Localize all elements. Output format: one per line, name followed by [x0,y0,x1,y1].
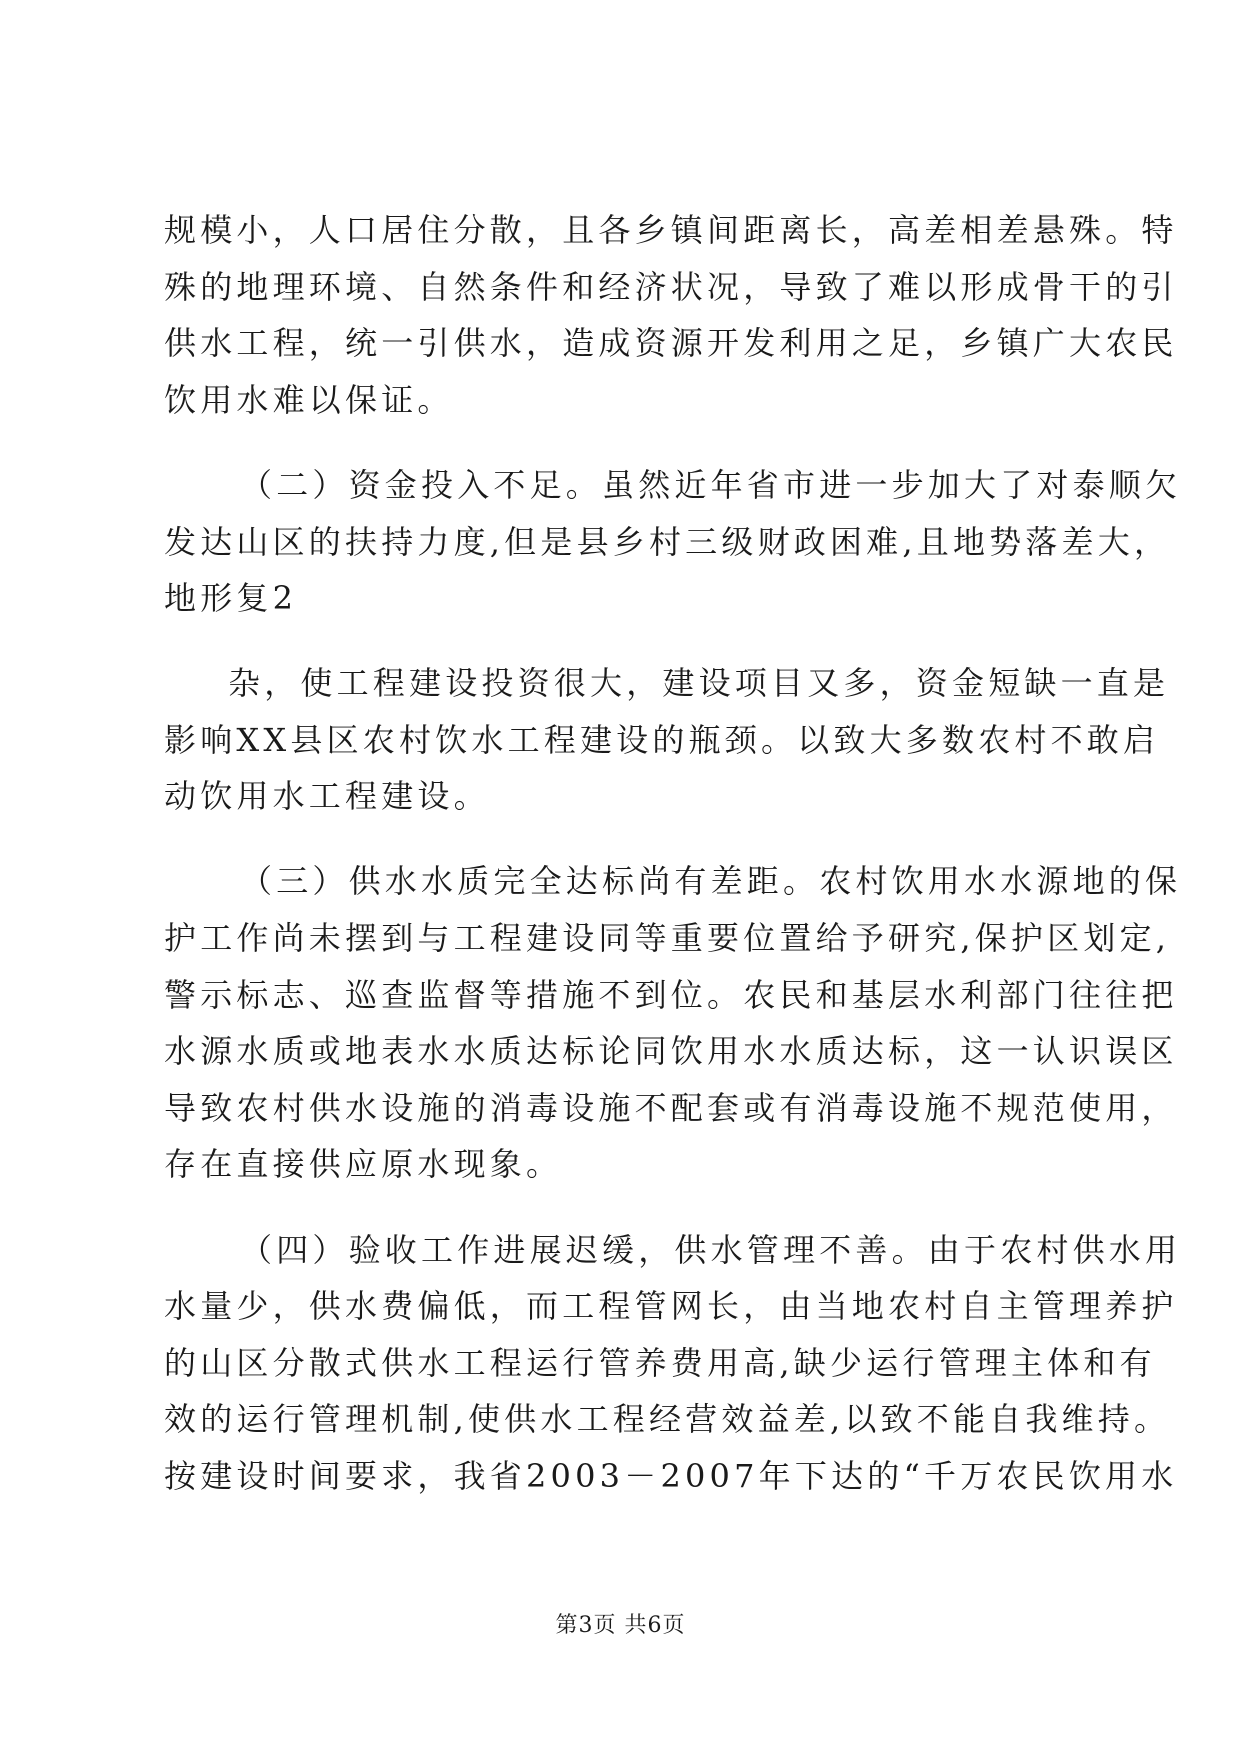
text-line: 饮用水难以保证。 [164,381,454,419]
paragraph-heading-3: （三）供水水质完全达标尚有差距。农村饮用水水源地的保 [240,862,1182,900]
text-line: 杂，使工程建设投资很大，建设项目又多，资金短缺一直是 [228,664,1170,702]
text-line: 水量少，供水费偏低，而工程管网长，由当地农村自主管理养护 [164,1287,1178,1325]
text-line: 导致农村供水设施的消毒设施不配套或有消毒设施不规范使用， [164,1089,1178,1127]
text-line: 存在直接供应原水现象。 [164,1145,563,1183]
text-line: 效的运行管理机制,使供水工程经营效益差,以致不能自我维持。 [164,1400,1171,1438]
text-line: 的山区分散式供水工程运行管养费用高,缺少运行管理主体和有 [164,1344,1156,1382]
text-line: 地形复2 [164,579,298,617]
text-line: 发达山区的扶持力度,但是县乡村三级财政困难,且地势落差大， [164,523,1171,561]
text-line: 警示标志、巡查监督等措施不到位。农民和基层水利部门往往把 [164,976,1178,1014]
text-line: 殊的地理环境、自然条件和经济状况，导致了难以形成骨干的引 [164,268,1178,306]
text-line: 动饮用水工程建设。 [164,777,490,815]
text-line: 供水工程，统一引供水，造成资源开发利用之足，乡镇广大农民 [164,324,1178,362]
text-line: 护工作尚未摆到与工程建设同等重要位置给予研究,保护区划定, [164,919,1171,957]
text-line: 规模小，人口居住分散，且各乡镇间距离长，高差相差悬殊。特 [164,211,1178,249]
text-line: 按建设时间要求，我省2003－2007年下达的“千万农民饮用水 [164,1457,1178,1495]
text-line: 水源水质或地表水水质达标论同饮用水水质达标，这一认识误区 [164,1032,1178,1070]
paragraph-heading-4: （四）验收工作进展迟缓，供水管理不善。由于农村供水用 [240,1231,1182,1269]
page-number-footer: 第3页 共6页 [555,1613,686,1638]
text-line: 影响XX县区农村饮水工程建设的瓶颈。以致大多数农村不敢启 [164,721,1160,759]
paragraph-heading-2: （二）资金投入不足。虽然近年省市进一步加大了对泰顺欠 [240,466,1182,504]
